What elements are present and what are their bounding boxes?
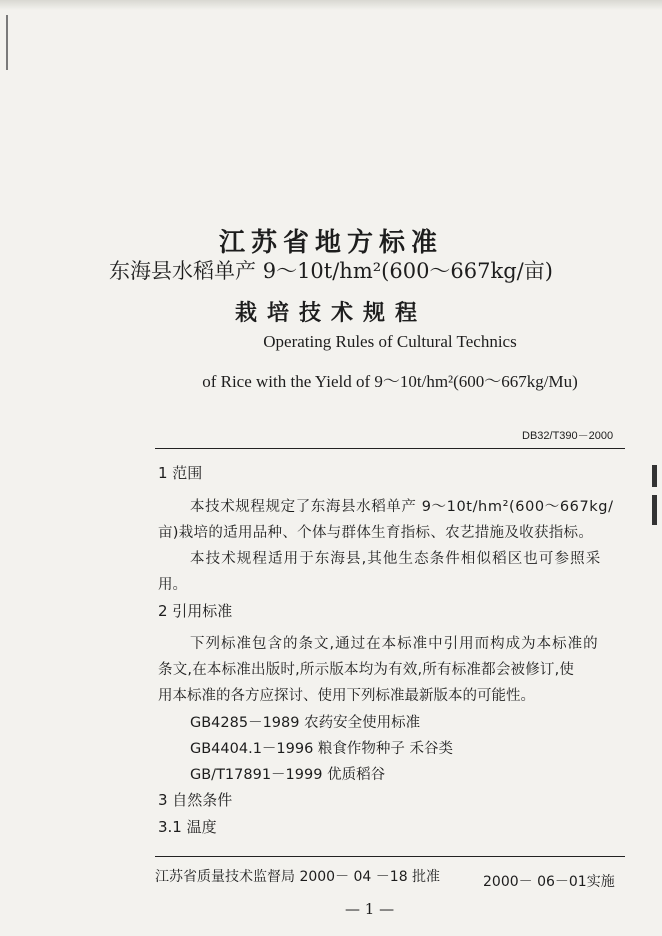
document-title-line-2: 栽培技术规程: [234, 300, 427, 326]
section-2-paragraph-line-3: 用本标准的各方应探讨、使用下列标准最新版本的可能性。: [158, 688, 535, 704]
english-title-line-2: of Rice with the Yield of 9～10t/hm²(600～667kg/Mu): [202, 372, 578, 391]
page-number: — 1 —: [345, 900, 395, 918]
reference-standard-2: GB4404.1－1996 粮食作物种子 禾谷类: [190, 741, 454, 757]
section-1-paragraph-1-line-2: 亩)栽培的适用品种、个体与群体生育指标、农艺措施及收获指标。: [158, 525, 594, 541]
approval-date: 江苏省质量技术监督局 2000－ 04 －18 批准: [155, 869, 441, 885]
section-1-paragraph-2-line-2: 用。: [158, 577, 187, 593]
header-divider: [155, 448, 625, 449]
implementation-date: 2000－ 06－01实施: [483, 874, 615, 890]
scan-mark-right: [652, 465, 657, 487]
section-2-paragraph-line-2: 条文,在本标准出版时,所示版本均为有效,所有标准都会被修订,使: [158, 662, 575, 678]
scan-top-edge: [0, 0, 662, 10]
reference-standard-3: GB/T17891－1999 优质稻谷: [190, 767, 386, 783]
scan-mark-left: [6, 15, 8, 70]
footer-divider: [155, 856, 625, 857]
section-1-heading: 1 范围: [158, 464, 203, 482]
document-title-line-1: 东海县水稻单产 9～10t/hm²(600～667kg/亩): [109, 259, 553, 283]
section-1-paragraph-1-line-1: 本技术规程规定了东海县水稻单产 9～10t/hm²(600～667kg/: [190, 499, 614, 515]
standard-type-title: 江苏省地方标准: [218, 228, 443, 258]
section-2-paragraph-line-1: 下列标准包含的条文,通过在本标准中引用而构成为本标准的: [190, 636, 599, 652]
section-1-paragraph-2-line-1: 本技术规程适用于东海县,其他生态条件相似稻区也可参照采: [190, 551, 602, 567]
reference-standard-1: GB4285－1989 农药安全使用标准: [190, 715, 421, 731]
section-3-1-heading: 3.1 温度: [158, 818, 217, 836]
section-2-heading: 2 引用标准: [158, 602, 233, 620]
section-3-heading: 3 自然条件: [158, 791, 233, 809]
scan-mark-right-2: [652, 495, 657, 525]
document-number: DB32/T390－2000: [522, 430, 614, 442]
english-title-line-1: Operating Rules of Cultural Technics: [263, 332, 517, 351]
